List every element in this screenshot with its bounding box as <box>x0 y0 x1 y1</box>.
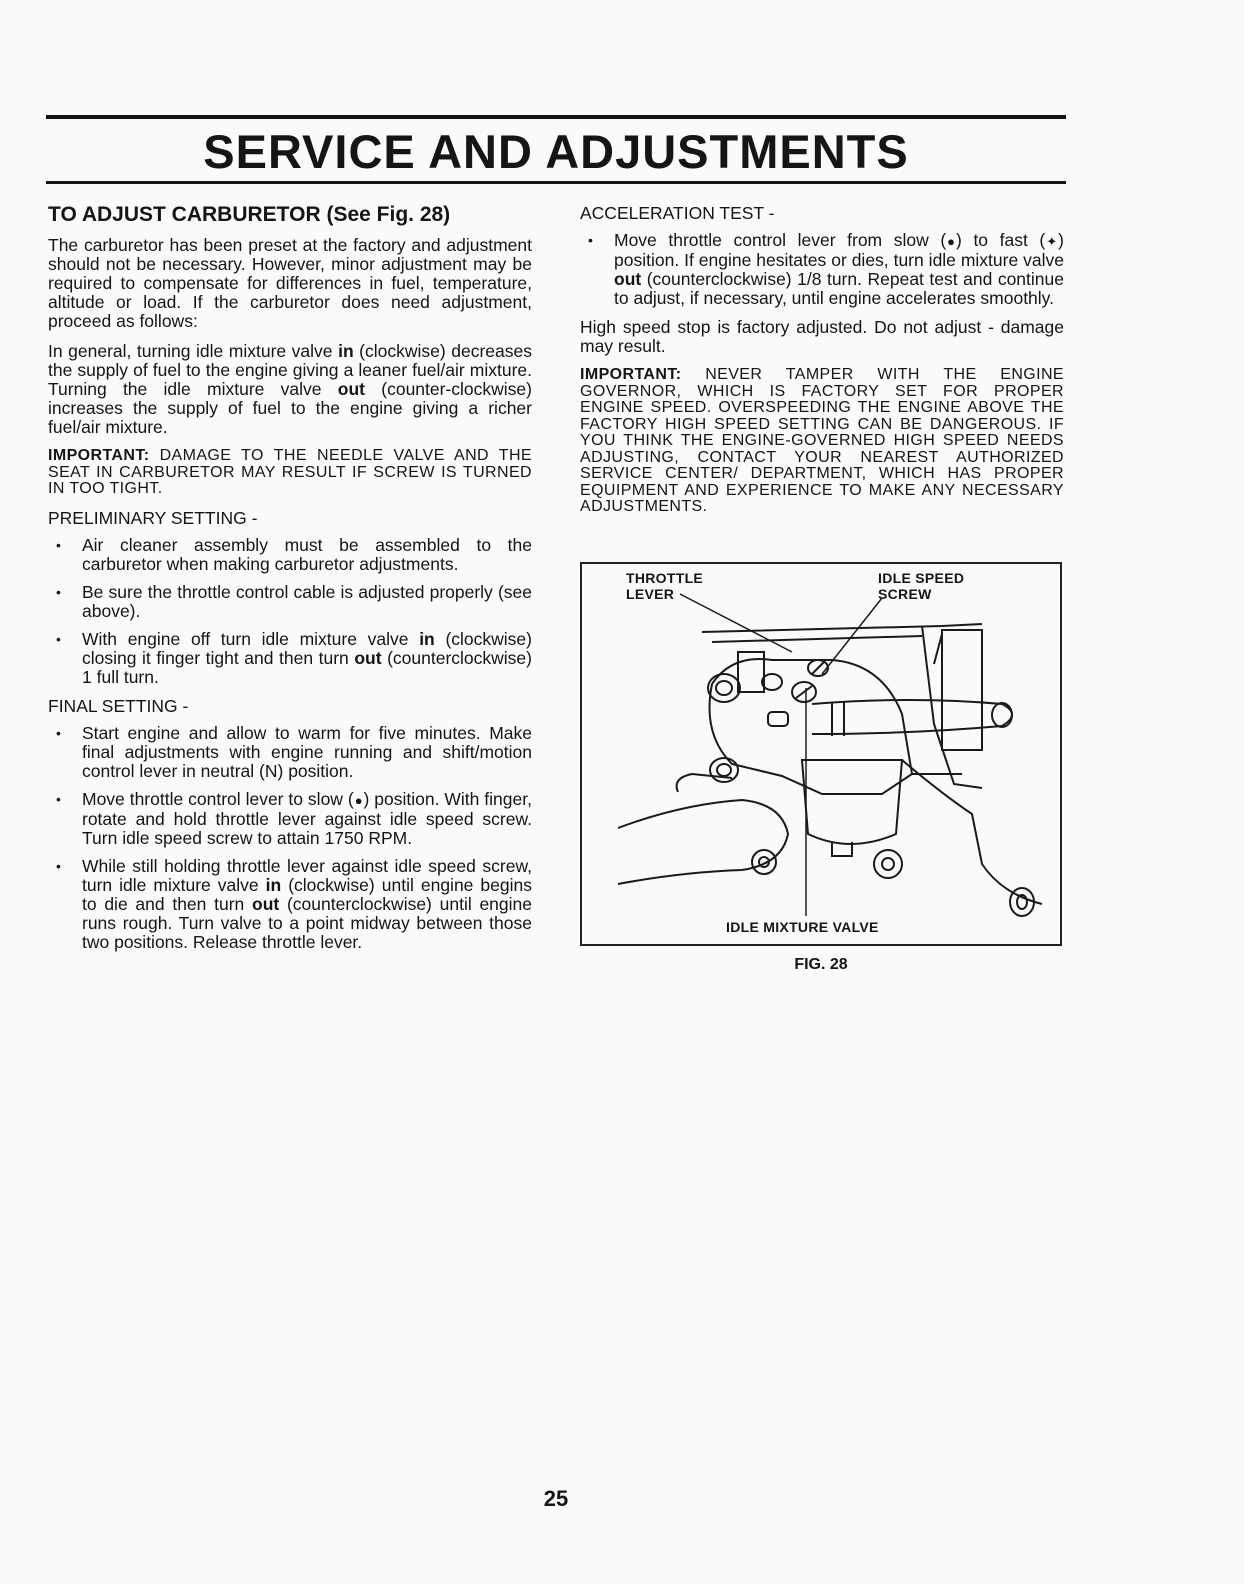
idle-mixture-valve-label: IDLE MIXTURE VALVE <box>726 919 879 935</box>
preliminary-label: PRELIMINARY SETTING - <box>48 507 258 528</box>
right-column <box>580 196 1064 527</box>
emphasis: in <box>419 628 435 649</box>
list-item <box>48 857 532 952</box>
text: (counterclockwise) until engine runs rough. Turn valve to a point midway between those two positions. Release throttle lever. <box>82 893 533 952</box>
emphasis: in <box>265 874 282 895</box>
emphasis: out <box>337 379 365 399</box>
text: While still holding throttle lever against idle speed screw, turn idle mixture valve <box>82 855 532 895</box>
text: Move throttle control lever to slow ( <box>82 788 354 809</box>
list-item <box>580 231 1064 308</box>
highspeed-paragraph: High speed stop is factory adjusted. Do not adjust - damage may result. <box>580 317 1064 356</box>
text: (clockwise) closing it finger tight and then turn <box>82 628 532 668</box>
text: (counterclockwise) 1 full turn. <box>82 647 532 687</box>
text: (clockwise) decreases the supply of fuel to the engine giving a leaner fuel/air mixture. Turning the idle mixture valve <box>48 341 533 399</box>
list-item: • Be sure the throttle control cable is adjusted properly (see above). <box>48 583 532 621</box>
header-rule-top <box>46 115 1066 119</box>
page-number: 25 <box>543 1486 569 1511</box>
text: ) to fast ( <box>956 230 1046 250</box>
emphasis: out <box>354 647 382 668</box>
rabbit-icon: ✦ <box>1046 234 1058 249</box>
carburetor-illustration <box>582 564 1060 944</box>
important-note <box>580 367 1064 516</box>
list-item: • Air cleaner assembly must be assembled to the carburetor when making carburetor adjustments. <box>48 536 532 574</box>
section-heading: TO ADJUST CARBURETOR (See Fig. 28) <box>48 203 451 226</box>
important-note <box>48 448 532 498</box>
acceleration-label: ACCELERATION TEST - <box>580 203 775 223</box>
page-title: SERVICE AND ADJUSTMENTS <box>203 125 909 178</box>
important-text: NEVER TAMPER WITH THE ENGINE GOVERNOR, WHICH IS FACTORY SET FOR PROPER ENGINE SPEED. OVERSPEEDING THE ENGINE ABOVE THE FACTORY HIGH SPEED SETTING CAN BE DANGEROUS. IF YOU THINK THE ENGINE-GOVERNED HIGH SPEED NEEDS ADJUSTING, CONTACT YOUR NEAREST AUTHORIZED SERVICE CENTER/ DEPARTMENT, WHICH HAS PROPER EQUIPMENT AND EXPERIENCE TO MAKE ANY NECESSARY ADJUSTMENTS. <box>580 366 1064 515</box>
header-rule-bottom <box>46 181 1066 184</box>
preliminary-list <box>48 536 532 687</box>
text: (counterclockwise) 1/8 turn. Repeat test and continue to adjust, if necessary, until engine accelerates smoothly. <box>614 269 1064 308</box>
text: With engine off turn idle mixture valve <box>82 628 420 649</box>
label-line: IDLE SPEED <box>878 570 965 586</box>
text: (counter-clockwise) increases the supply of fuel to the engine giving a richer fuel/air mixture. <box>48 379 532 437</box>
label-line: LEVER <box>626 586 675 602</box>
text: Move throttle control lever from slow ( <box>614 230 947 250</box>
list-item <box>48 630 532 687</box>
label-line: SCREW <box>878 586 932 602</box>
turtle-icon: ● <box>947 234 956 249</box>
emphasis: out <box>614 269 642 289</box>
final-label: FINAL SETTING - <box>48 695 189 716</box>
important-text: DAMAGE TO THE NEEDLE VALVE AND THE SEAT IN CARBURETOR MAY RESULT IF SCREW IS TURNED IN TOO TIGHT. <box>48 447 532 497</box>
turtle-icon: ● <box>354 792 363 808</box>
important-label: IMPORTANT: <box>580 366 682 383</box>
emphasis: in <box>338 341 354 361</box>
text: (clockwise) until engine begins to die and then turn <box>82 874 532 914</box>
emphasis: out <box>252 893 280 914</box>
left-column <box>48 196 532 962</box>
text: ) position. If engine hesitates or dies, turn idle mixture valve <box>614 230 1064 270</box>
figure-caption: FIG. 28 <box>794 956 848 973</box>
list-item <box>48 790 532 848</box>
important-label: IMPORTANT: <box>48 447 150 464</box>
final-list <box>48 724 532 952</box>
list-item: • Start engine and allow to warm for five minutes. Make final adjustments with engine running and shift/motion control lever in neutral (N) position. <box>48 724 532 781</box>
label-line: THROTTLE <box>626 570 704 586</box>
text: ) position. With finger, rotate and hold throttle lever against idle speed screw. Turn idle speed screw to attain 1750 RPM. <box>82 788 532 848</box>
intro-paragraph: The carburetor has been preset at the factory and adjustment should not be necessary. However, minor adjustment may be required to compensate for differences in fuel, temperature, altitude or load. If the carburetor does need adjustment, proceed as follows: <box>48 235 532 331</box>
carburetor-figure <box>580 562 1062 946</box>
general-paragraph <box>48 342 532 437</box>
acceleration-list <box>580 231 1064 308</box>
text: In general, turning idle mixture valve <box>48 341 339 361</box>
